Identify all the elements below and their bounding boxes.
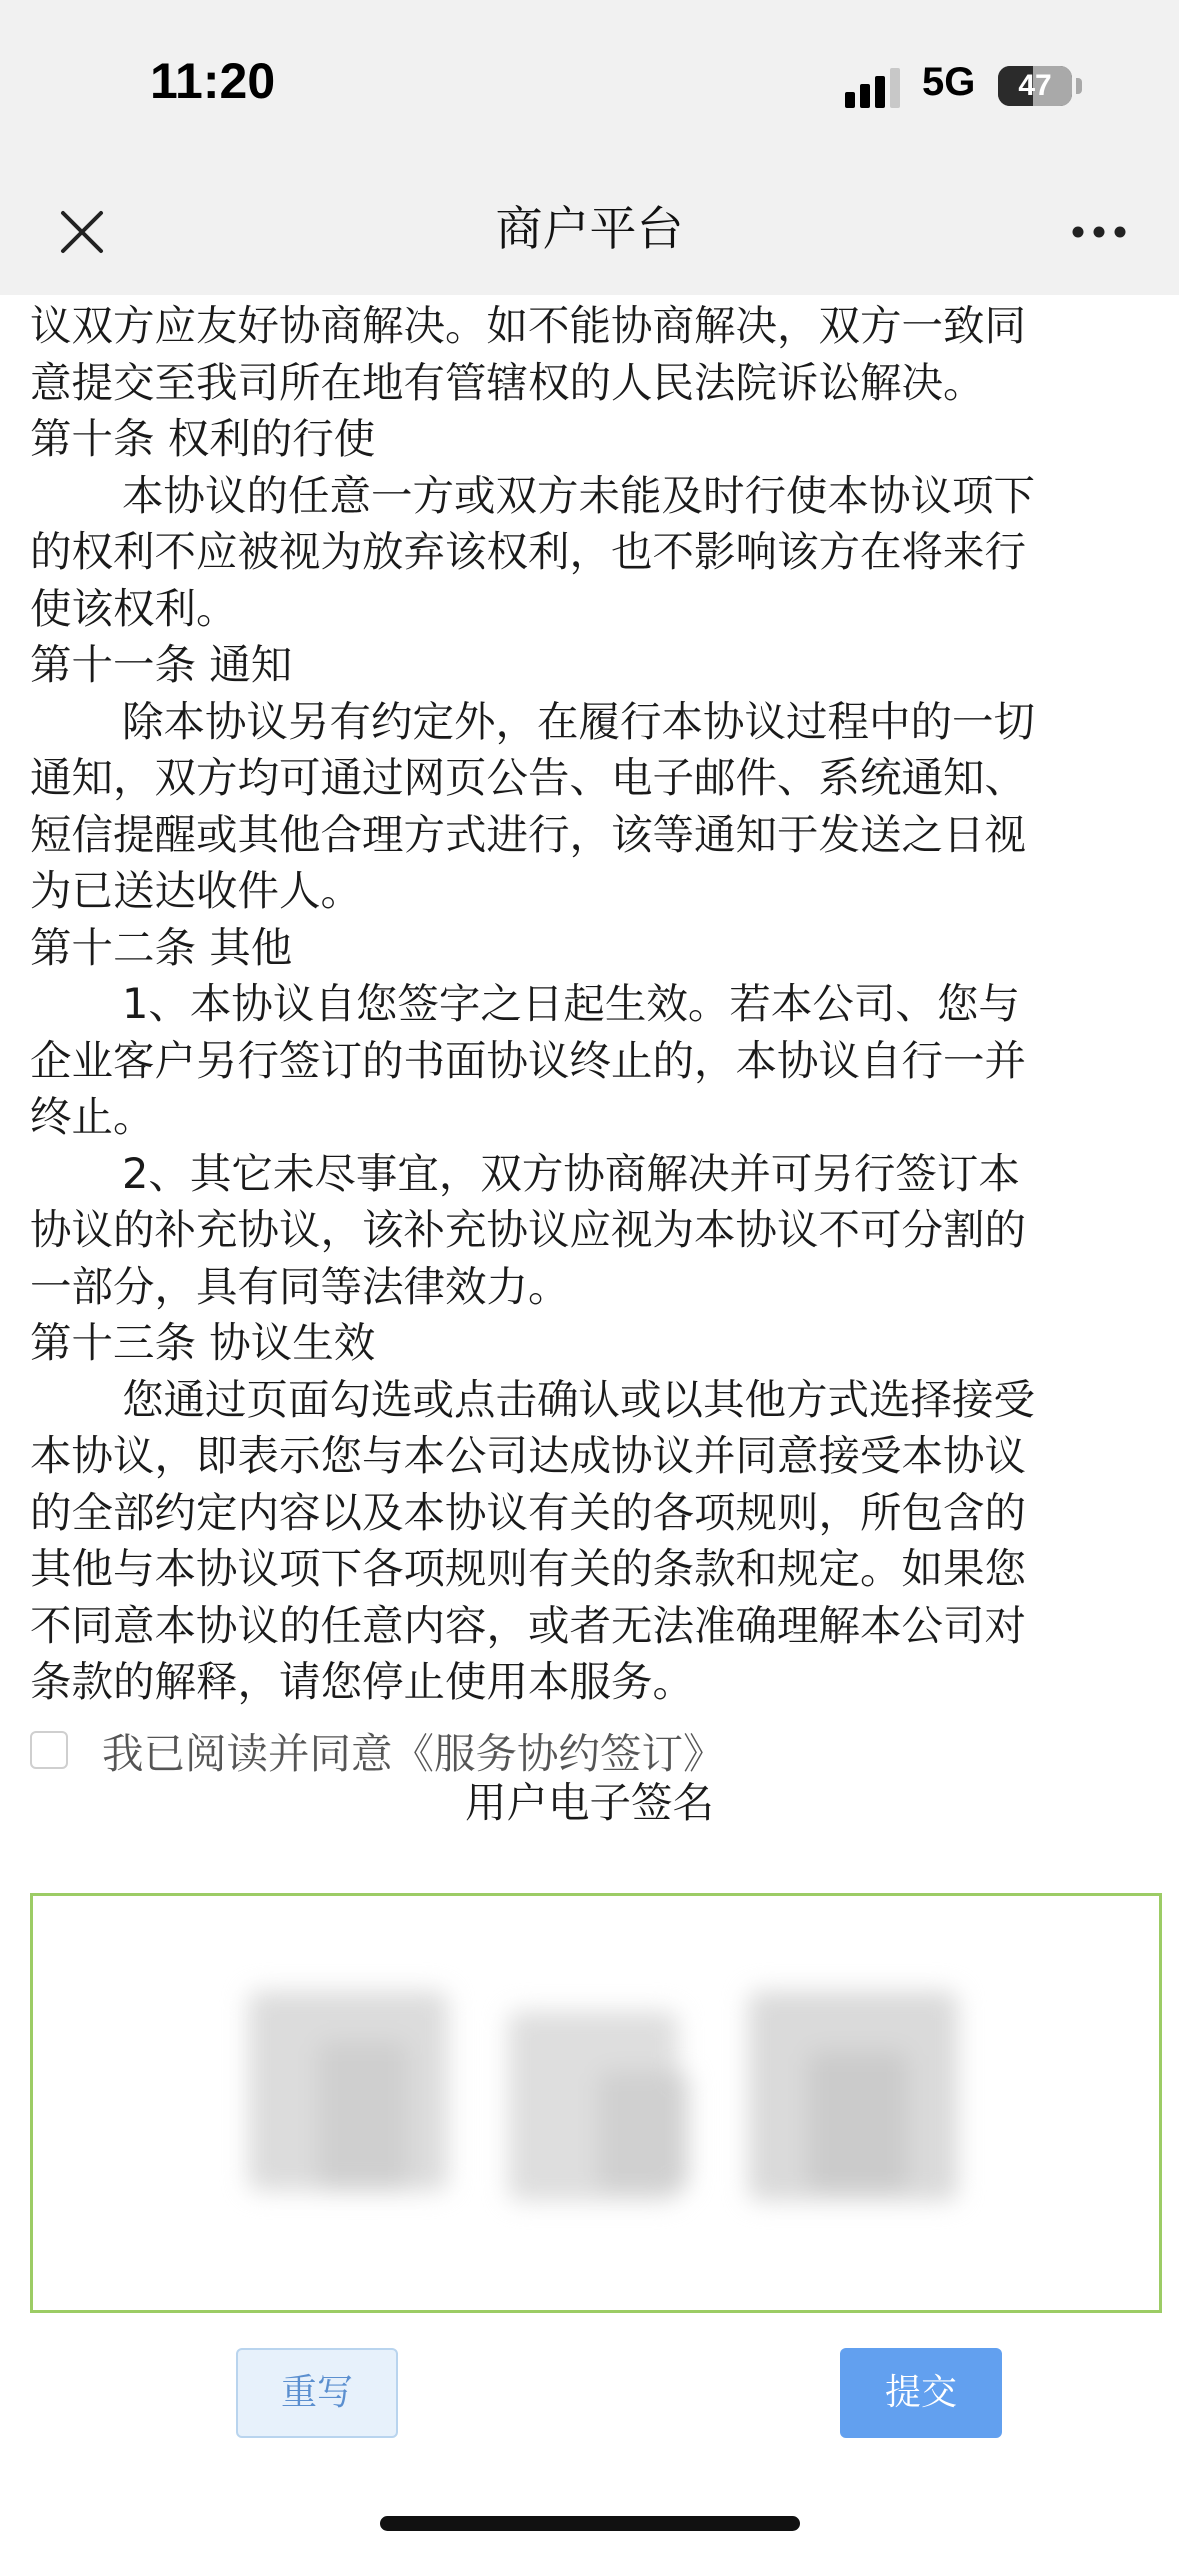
agreement-line: 终止。 xyxy=(30,1092,155,1141)
agreement-text[interactable] xyxy=(30,298,1154,1711)
consent-checkbox[interactable] xyxy=(30,1731,68,1769)
battery-icon xyxy=(998,66,1072,106)
submit-button[interactable]: 提交 xyxy=(840,2348,1002,2438)
cellular-signal-icon xyxy=(845,68,905,108)
more-button[interactable] xyxy=(1064,200,1134,264)
status-bar xyxy=(0,0,1179,170)
agreement-line: 第十三条 协议生效 xyxy=(30,1318,376,1367)
agreement-line: 的权利不应被视为放弃该权利，也不影响该方在将来行 xyxy=(30,527,1027,576)
agreement-line: 其他与本协议项下各项规则有关的条款和规定。如果您 xyxy=(30,1544,1027,1593)
agreement-line: 短信提醒或其他合理方式进行，该等通知于发送之日视 xyxy=(30,809,1027,859)
agreement-line: 为已送达收件人。 xyxy=(30,866,363,915)
page-title: 商户平台 xyxy=(495,202,684,257)
home-indicator xyxy=(380,2516,800,2531)
network-type: 5G xyxy=(922,60,976,104)
agreement-line: 1、本协议自您签字之日起生效。若本公司、您与 xyxy=(122,979,1020,1028)
nav-bar xyxy=(0,170,1179,295)
agreement-line: 本协议的任意一方或双方未能及时行使本协议项下 xyxy=(122,470,1036,520)
agreement-line: 条款的解释，请您停止使用本服务。 xyxy=(30,1657,695,1706)
agreement-line: 通知，双方均可通过网页公告、电子邮件、系统通知、 xyxy=(30,753,1027,802)
agreement-line: 不同意本协议的任意内容，或者无法准确理解本公司对 xyxy=(30,1600,1027,1650)
rewrite-button[interactable]: 重写 xyxy=(236,2348,398,2438)
agreement-line: 2、其它未尽事宜，双方协商解决并可另行签订本 xyxy=(122,1148,1020,1198)
close-icon xyxy=(59,209,105,255)
consent-row[interactable] xyxy=(30,1722,725,1778)
status-time: 11:20 xyxy=(150,53,276,109)
agreement-line: 一部分，具有同等法律效力。 xyxy=(30,1261,570,1311)
agreement-line: 本协议，即表示您与本公司达成协议并同意接受本协议 xyxy=(30,1431,1027,1480)
more-horizontal-icon xyxy=(1071,225,1127,239)
battery-percent: 47 xyxy=(1018,69,1052,102)
battery-nub xyxy=(1076,78,1082,94)
agreement-line: 企业客户另行签订的书面协议终止的，本协议自行一并 xyxy=(30,1035,1027,1085)
close-button[interactable] xyxy=(50,200,114,264)
agreement-line: 使该权利。 xyxy=(30,583,238,633)
agreement-line: 第十一条 通知 xyxy=(30,640,293,689)
agreement-line: 议双方应友好协商解决。如不能协商解决，双方一致同 xyxy=(30,301,1027,350)
agreement-line: 的全部约定内容以及本协议有关的各项规则，所包含的 xyxy=(30,1487,1027,1537)
agreement-line: 协议的补充协议，该补充协议应视为本协议不可分割的 xyxy=(30,1205,1027,1254)
signature-label: 用户电子签名 xyxy=(464,1778,714,1827)
consent-label[interactable]: 我已阅读并同意《服务协约签订》 xyxy=(102,1729,725,1778)
agreement-line: 除本协议另有约定外，在履行本协议过程中的一切 xyxy=(122,696,1036,746)
agreement-line: 您通过页面勾选或点击确认或以其他方式选择接受 xyxy=(122,1374,1036,1424)
agreement-line: 第十条 权利的行使 xyxy=(30,414,376,463)
signature-pad[interactable] xyxy=(30,1893,1162,2313)
signature-strokes-blurred xyxy=(228,1981,988,2231)
agreement-line: 意提交至我司所在地有管辖权的人民法院诉讼解决。 xyxy=(30,357,985,407)
agreement-line: 第十二条 其他 xyxy=(30,922,293,972)
